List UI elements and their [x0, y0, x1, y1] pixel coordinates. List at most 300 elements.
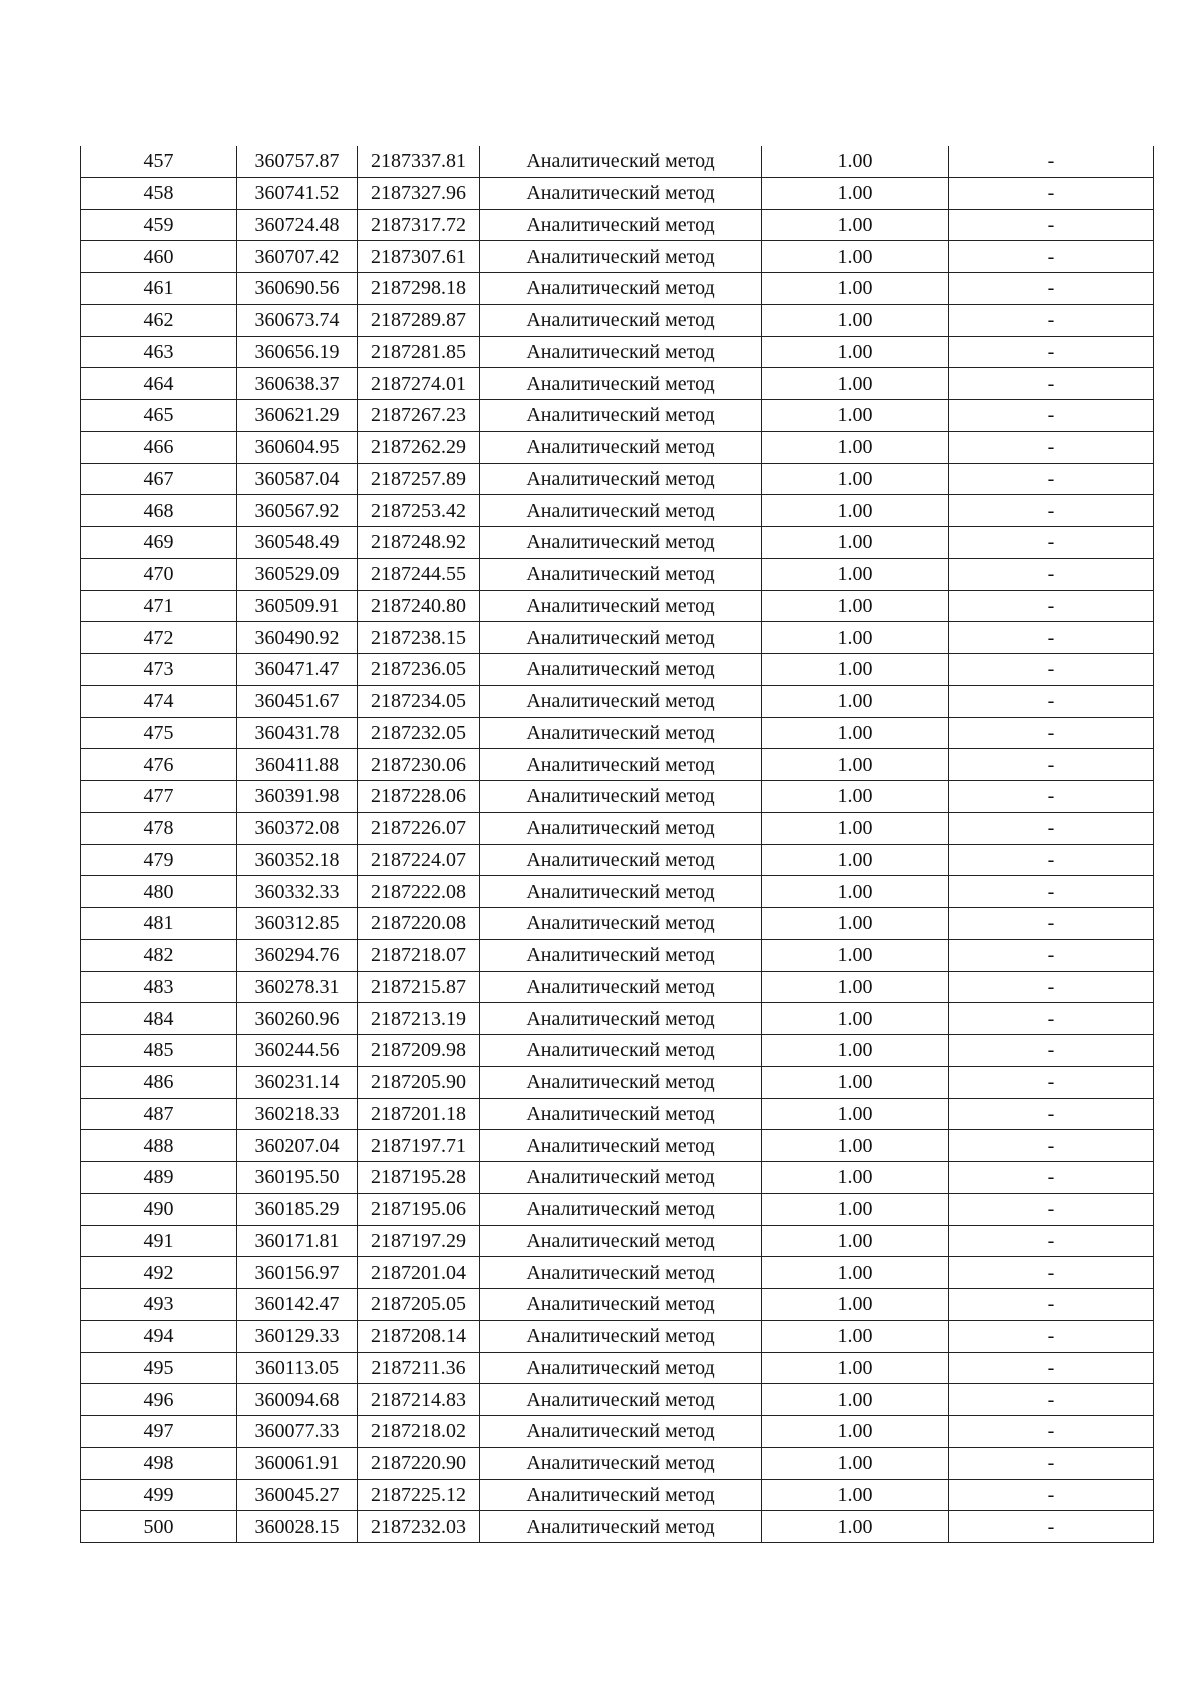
cell-point-number: 463 [81, 336, 237, 368]
cell-point-number: 472 [81, 622, 237, 654]
cell-y-coordinate: 2187253.42 [358, 495, 480, 527]
cell-point-number: 474 [81, 685, 237, 717]
cell-x-coordinate: 360113.05 [237, 1352, 358, 1384]
cell-method: Аналитический метод [480, 273, 762, 305]
cell-method: Аналитический метод [480, 749, 762, 781]
cell-x-coordinate: 360587.04 [237, 463, 358, 495]
cell-method: Аналитический метод [480, 844, 762, 876]
cell-y-coordinate: 2187248.92 [358, 527, 480, 559]
cell-y-coordinate: 2187201.04 [358, 1257, 480, 1289]
cell-description: - [949, 1289, 1154, 1321]
cell-description: - [949, 1447, 1154, 1479]
cell-point-number: 491 [81, 1225, 237, 1257]
cell-method: Аналитический метод [480, 654, 762, 686]
cell-accuracy: 1.00 [762, 685, 949, 717]
cell-point-number: 490 [81, 1193, 237, 1225]
cell-x-coordinate: 360741.52 [237, 177, 358, 209]
cell-accuracy: 1.00 [762, 146, 949, 177]
cell-method: Аналитический метод [480, 717, 762, 749]
cell-description: - [949, 400, 1154, 432]
cell-accuracy: 1.00 [762, 495, 949, 527]
cell-point-number: 462 [81, 304, 237, 336]
cell-x-coordinate: 360231.14 [237, 1066, 358, 1098]
cell-accuracy: 1.00 [762, 1035, 949, 1067]
table-row [81, 1066, 1154, 1098]
table-row [81, 1289, 1154, 1321]
cell-accuracy: 1.00 [762, 654, 949, 686]
cell-method: Аналитический метод [480, 241, 762, 273]
cell-x-coordinate: 360077.33 [237, 1416, 358, 1448]
cell-y-coordinate: 2187327.96 [358, 177, 480, 209]
table-row [81, 273, 1154, 305]
cell-y-coordinate: 2187201.18 [358, 1098, 480, 1130]
cell-y-coordinate: 2187236.05 [358, 654, 480, 686]
cell-method: Аналитический метод [480, 1162, 762, 1194]
table-row [81, 1384, 1154, 1416]
cell-description: - [949, 1130, 1154, 1162]
cell-accuracy: 1.00 [762, 558, 949, 590]
cell-description: - [949, 1416, 1154, 1448]
cell-x-coordinate: 360171.81 [237, 1225, 358, 1257]
cell-x-coordinate: 360372.08 [237, 812, 358, 844]
cell-method: Аналитический метод [480, 590, 762, 622]
cell-accuracy: 1.00 [762, 844, 949, 876]
cell-description: - [949, 717, 1154, 749]
cell-y-coordinate: 2187244.55 [358, 558, 480, 590]
cell-description: - [949, 939, 1154, 971]
cell-method: Аналитический метод [480, 781, 762, 813]
cell-point-number: 500 [81, 1511, 237, 1543]
coordinates-table [80, 146, 1154, 1543]
cell-point-number: 476 [81, 749, 237, 781]
cell-x-coordinate: 360156.97 [237, 1257, 358, 1289]
cell-accuracy: 1.00 [762, 1479, 949, 1511]
cell-description: - [949, 527, 1154, 559]
cell-method: Аналитический метод [480, 146, 762, 177]
cell-y-coordinate: 2187274.01 [358, 368, 480, 400]
cell-method: Аналитический метод [480, 908, 762, 940]
cell-description: - [949, 304, 1154, 336]
cell-y-coordinate: 2187209.98 [358, 1035, 480, 1067]
cell-y-coordinate: 2187298.18 [358, 273, 480, 305]
cell-description: - [949, 336, 1154, 368]
cell-y-coordinate: 2187307.61 [358, 241, 480, 273]
cell-accuracy: 1.00 [762, 1289, 949, 1321]
cell-y-coordinate: 2187195.06 [358, 1193, 480, 1225]
cell-x-coordinate: 360278.31 [237, 971, 358, 1003]
cell-point-number: 496 [81, 1384, 237, 1416]
cell-y-coordinate: 2187211.36 [358, 1352, 480, 1384]
cell-method: Аналитический метод [480, 209, 762, 241]
cell-x-coordinate: 360244.56 [237, 1035, 358, 1067]
table-row [81, 590, 1154, 622]
cell-description: - [949, 876, 1154, 908]
cell-x-coordinate: 360260.96 [237, 1003, 358, 1035]
cell-x-coordinate: 360294.76 [237, 939, 358, 971]
table-row [81, 781, 1154, 813]
table-row [81, 1193, 1154, 1225]
cell-description: - [949, 209, 1154, 241]
cell-description: - [949, 844, 1154, 876]
cell-point-number: 458 [81, 177, 237, 209]
cell-point-number: 497 [81, 1416, 237, 1448]
cell-point-number: 466 [81, 431, 237, 463]
table-row [81, 1162, 1154, 1194]
cell-x-coordinate: 360218.33 [237, 1098, 358, 1130]
cell-accuracy: 1.00 [762, 1130, 949, 1162]
cell-x-coordinate: 360656.19 [237, 336, 358, 368]
cell-accuracy: 1.00 [762, 431, 949, 463]
cell-y-coordinate: 2187281.85 [358, 336, 480, 368]
cell-accuracy: 1.00 [762, 1193, 949, 1225]
table-row [81, 304, 1154, 336]
table-row [81, 971, 1154, 1003]
cell-accuracy: 1.00 [762, 1447, 949, 1479]
cell-method: Аналитический метод [480, 1130, 762, 1162]
cell-x-coordinate: 360431.78 [237, 717, 358, 749]
cell-x-coordinate: 360490.92 [237, 622, 358, 654]
cell-accuracy: 1.00 [762, 1352, 949, 1384]
cell-method: Аналитический метод [480, 1447, 762, 1479]
cell-point-number: 492 [81, 1257, 237, 1289]
table-row [81, 336, 1154, 368]
cell-x-coordinate: 360061.91 [237, 1447, 358, 1479]
cell-accuracy: 1.00 [762, 177, 949, 209]
cell-point-number: 481 [81, 908, 237, 940]
cell-method: Аналитический метод [480, 939, 762, 971]
cell-y-coordinate: 2187337.81 [358, 146, 480, 177]
cell-description: - [949, 1162, 1154, 1194]
table-row [81, 1035, 1154, 1067]
cell-method: Аналитический метод [480, 1035, 762, 1067]
table-row [81, 717, 1154, 749]
cell-y-coordinate: 2187195.28 [358, 1162, 480, 1194]
cell-method: Аналитический метод [480, 495, 762, 527]
cell-method: Аналитический метод [480, 971, 762, 1003]
table-row [81, 876, 1154, 908]
cell-x-coordinate: 360094.68 [237, 1384, 358, 1416]
cell-description: - [949, 558, 1154, 590]
cell-x-coordinate: 360548.49 [237, 527, 358, 559]
cell-point-number: 486 [81, 1066, 237, 1098]
table-row [81, 749, 1154, 781]
cell-y-coordinate: 2187222.08 [358, 876, 480, 908]
cell-x-coordinate: 360567.92 [237, 495, 358, 527]
cell-x-coordinate: 360028.15 [237, 1511, 358, 1543]
cell-y-coordinate: 2187230.06 [358, 749, 480, 781]
cell-point-number: 459 [81, 209, 237, 241]
cell-point-number: 461 [81, 273, 237, 305]
cell-x-coordinate: 360673.74 [237, 304, 358, 336]
cell-description: - [949, 241, 1154, 273]
cell-accuracy: 1.00 [762, 622, 949, 654]
cell-method: Аналитический метод [480, 622, 762, 654]
cell-x-coordinate: 360707.42 [237, 241, 358, 273]
cell-accuracy: 1.00 [762, 241, 949, 273]
cell-method: Аналитический метод [480, 463, 762, 495]
cell-method: Аналитический метод [480, 527, 762, 559]
cell-point-number: 475 [81, 717, 237, 749]
cell-x-coordinate: 360411.88 [237, 749, 358, 781]
cell-description: - [949, 368, 1154, 400]
cell-accuracy: 1.00 [762, 1003, 949, 1035]
cell-point-number: 482 [81, 939, 237, 971]
table-row [81, 654, 1154, 686]
cell-accuracy: 1.00 [762, 400, 949, 432]
cell-description: - [949, 146, 1154, 177]
cell-x-coordinate: 360724.48 [237, 209, 358, 241]
cell-description: - [949, 431, 1154, 463]
cell-x-coordinate: 360207.04 [237, 1130, 358, 1162]
cell-y-coordinate: 2187197.71 [358, 1130, 480, 1162]
cell-point-number: 467 [81, 463, 237, 495]
cell-accuracy: 1.00 [762, 304, 949, 336]
table-row [81, 241, 1154, 273]
cell-description: - [949, 1225, 1154, 1257]
cell-description: - [949, 685, 1154, 717]
cell-description: - [949, 1257, 1154, 1289]
table-row [81, 463, 1154, 495]
table-row [81, 527, 1154, 559]
cell-method: Аналитический метод [480, 1193, 762, 1225]
cell-point-number: 465 [81, 400, 237, 432]
table-row [81, 1225, 1154, 1257]
cell-accuracy: 1.00 [762, 368, 949, 400]
cell-point-number: 479 [81, 844, 237, 876]
cell-y-coordinate: 2187289.87 [358, 304, 480, 336]
table-row [81, 939, 1154, 971]
cell-x-coordinate: 360352.18 [237, 844, 358, 876]
table-row [81, 1098, 1154, 1130]
table-row [81, 495, 1154, 527]
cell-accuracy: 1.00 [762, 908, 949, 940]
cell-y-coordinate: 2187220.90 [358, 1447, 480, 1479]
coordinates-table-body [81, 146, 1154, 1543]
cell-method: Аналитический метод [480, 812, 762, 844]
cell-x-coordinate: 360142.47 [237, 1289, 358, 1321]
cell-x-coordinate: 360451.67 [237, 685, 358, 717]
cell-accuracy: 1.00 [762, 1162, 949, 1194]
cell-accuracy: 1.00 [762, 781, 949, 813]
cell-point-number: 471 [81, 590, 237, 622]
cell-accuracy: 1.00 [762, 209, 949, 241]
cell-description: - [949, 1035, 1154, 1067]
cell-x-coordinate: 360471.47 [237, 654, 358, 686]
cell-accuracy: 1.00 [762, 527, 949, 559]
cell-method: Аналитический метод [480, 876, 762, 908]
cell-description: - [949, 1098, 1154, 1130]
cell-accuracy: 1.00 [762, 590, 949, 622]
cell-accuracy: 1.00 [762, 812, 949, 844]
cell-point-number: 457 [81, 146, 237, 177]
cell-y-coordinate: 2187240.80 [358, 590, 480, 622]
cell-y-coordinate: 2187238.15 [358, 622, 480, 654]
cell-y-coordinate: 2187220.08 [358, 908, 480, 940]
cell-x-coordinate: 360509.91 [237, 590, 358, 622]
cell-accuracy: 1.00 [762, 1416, 949, 1448]
cell-method: Аналитический метод [480, 368, 762, 400]
cell-description: - [949, 177, 1154, 209]
cell-description: - [949, 273, 1154, 305]
cell-method: Аналитический метод [480, 1257, 762, 1289]
cell-x-coordinate: 360529.09 [237, 558, 358, 590]
cell-y-coordinate: 2187214.83 [358, 1384, 480, 1416]
cell-y-coordinate: 2187317.72 [358, 209, 480, 241]
cell-point-number: 470 [81, 558, 237, 590]
cell-accuracy: 1.00 [762, 939, 949, 971]
cell-x-coordinate: 360045.27 [237, 1479, 358, 1511]
table-row [81, 685, 1154, 717]
table-row [81, 844, 1154, 876]
cell-method: Аналитический метод [480, 1225, 762, 1257]
table-row [81, 146, 1154, 177]
cell-accuracy: 1.00 [762, 336, 949, 368]
cell-accuracy: 1.00 [762, 971, 949, 1003]
cell-method: Аналитический метод [480, 1511, 762, 1543]
cell-x-coordinate: 360604.95 [237, 431, 358, 463]
cell-accuracy: 1.00 [762, 1384, 949, 1416]
cell-description: - [949, 971, 1154, 1003]
cell-method: Аналитический метод [480, 1384, 762, 1416]
cell-point-number: 494 [81, 1320, 237, 1352]
table-row [81, 368, 1154, 400]
table-row [81, 209, 1154, 241]
cell-description: - [949, 749, 1154, 781]
cell-accuracy: 1.00 [762, 463, 949, 495]
cell-accuracy: 1.00 [762, 749, 949, 781]
cell-point-number: 498 [81, 1447, 237, 1479]
cell-description: - [949, 781, 1154, 813]
cell-method: Аналитический метод [480, 304, 762, 336]
cell-method: Аналитический метод [480, 1320, 762, 1352]
cell-description: - [949, 1352, 1154, 1384]
cell-point-number: 468 [81, 495, 237, 527]
cell-description: - [949, 1479, 1154, 1511]
table-row [81, 431, 1154, 463]
cell-y-coordinate: 2187218.02 [358, 1416, 480, 1448]
cell-y-coordinate: 2187257.89 [358, 463, 480, 495]
cell-description: - [949, 654, 1154, 686]
cell-point-number: 480 [81, 876, 237, 908]
table-row [81, 1130, 1154, 1162]
cell-y-coordinate: 2187205.90 [358, 1066, 480, 1098]
cell-x-coordinate: 360638.37 [237, 368, 358, 400]
cell-accuracy: 1.00 [762, 1257, 949, 1289]
cell-accuracy: 1.00 [762, 1320, 949, 1352]
cell-accuracy: 1.00 [762, 1098, 949, 1130]
cell-y-coordinate: 2187225.12 [358, 1479, 480, 1511]
cell-x-coordinate: 360621.29 [237, 400, 358, 432]
cell-y-coordinate: 2187262.29 [358, 431, 480, 463]
cell-x-coordinate: 360391.98 [237, 781, 358, 813]
cell-method: Аналитический метод [480, 400, 762, 432]
table-row [81, 1003, 1154, 1035]
cell-y-coordinate: 2187197.29 [358, 1225, 480, 1257]
cell-method: Аналитический метод [480, 685, 762, 717]
cell-x-coordinate: 360185.29 [237, 1193, 358, 1225]
cell-y-coordinate: 2187228.06 [358, 781, 480, 813]
cell-description: - [949, 1003, 1154, 1035]
cell-x-coordinate: 360195.50 [237, 1162, 358, 1194]
cell-point-number: 487 [81, 1098, 237, 1130]
cell-y-coordinate: 2187224.07 [358, 844, 480, 876]
cell-accuracy: 1.00 [762, 1066, 949, 1098]
cell-method: Аналитический метод [480, 1289, 762, 1321]
table-row [81, 558, 1154, 590]
cell-x-coordinate: 360690.56 [237, 273, 358, 305]
cell-y-coordinate: 2187234.05 [358, 685, 480, 717]
table-row [81, 1416, 1154, 1448]
cell-x-coordinate: 360757.87 [237, 146, 358, 177]
cell-point-number: 495 [81, 1352, 237, 1384]
cell-point-number: 484 [81, 1003, 237, 1035]
cell-point-number: 469 [81, 527, 237, 559]
cell-method: Аналитический метод [480, 1098, 762, 1130]
table-row [81, 400, 1154, 432]
cell-method: Аналитический метод [480, 1003, 762, 1035]
table-row [81, 1511, 1154, 1543]
cell-accuracy: 1.00 [762, 717, 949, 749]
cell-y-coordinate: 2187226.07 [358, 812, 480, 844]
cell-accuracy: 1.00 [762, 1225, 949, 1257]
table-row [81, 1447, 1154, 1479]
cell-method: Аналитический метод [480, 336, 762, 368]
cell-method: Аналитический метод [480, 1066, 762, 1098]
cell-method: Аналитический метод [480, 1352, 762, 1384]
cell-point-number: 478 [81, 812, 237, 844]
cell-x-coordinate: 360129.33 [237, 1320, 358, 1352]
cell-description: - [949, 1384, 1154, 1416]
cell-point-number: 460 [81, 241, 237, 273]
cell-description: - [949, 1193, 1154, 1225]
cell-description: - [949, 590, 1154, 622]
cell-y-coordinate: 2187267.23 [358, 400, 480, 432]
cell-y-coordinate: 2187205.05 [358, 1289, 480, 1321]
table-row [81, 1352, 1154, 1384]
table-row [81, 622, 1154, 654]
cell-y-coordinate: 2187208.14 [358, 1320, 480, 1352]
cell-accuracy: 1.00 [762, 273, 949, 305]
cell-description: - [949, 1320, 1154, 1352]
cell-point-number: 488 [81, 1130, 237, 1162]
table-row [81, 177, 1154, 209]
cell-method: Аналитический метод [480, 1416, 762, 1448]
cell-method: Аналитический метод [480, 1479, 762, 1511]
table-row [81, 1320, 1154, 1352]
table-row [81, 908, 1154, 940]
cell-description: - [949, 622, 1154, 654]
cell-accuracy: 1.00 [762, 876, 949, 908]
table-row [81, 1257, 1154, 1289]
cell-point-number: 473 [81, 654, 237, 686]
cell-y-coordinate: 2187232.05 [358, 717, 480, 749]
cell-description: - [949, 1511, 1154, 1543]
cell-description: - [949, 1066, 1154, 1098]
cell-description: - [949, 495, 1154, 527]
cell-description: - [949, 908, 1154, 940]
cell-x-coordinate: 360332.33 [237, 876, 358, 908]
cell-y-coordinate: 2187218.07 [358, 939, 480, 971]
cell-description: - [949, 812, 1154, 844]
cell-point-number: 485 [81, 1035, 237, 1067]
table-row [81, 812, 1154, 844]
table-row [81, 1479, 1154, 1511]
cell-description: - [949, 463, 1154, 495]
cell-y-coordinate: 2187232.03 [358, 1511, 480, 1543]
cell-y-coordinate: 2187215.87 [358, 971, 480, 1003]
cell-point-number: 493 [81, 1289, 237, 1321]
cell-y-coordinate: 2187213.19 [358, 1003, 480, 1035]
